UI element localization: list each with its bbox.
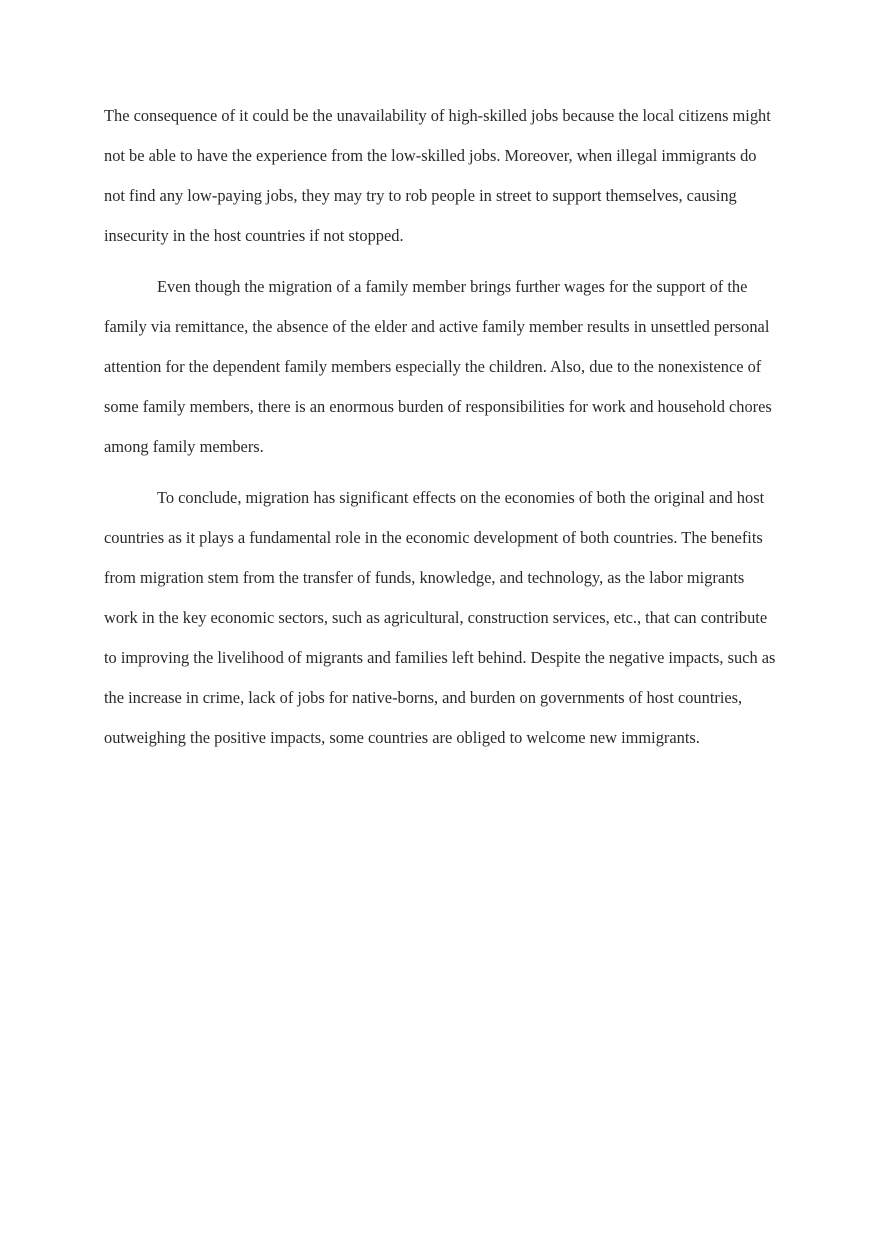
paragraph-continuation: The consequence of it could be the unavailability of high-skilled jobs because the local citizens might not be able to have the experience from the low-skilled jobs. Moreover, when illegal immigrants do not find any low-paying jobs, they may try to rob people in street to support themselves, causing insecurity in the host countries if not stopped. <box>104 106 771 245</box>
document-body <box>104 96 776 769</box>
paragraph-family-impact: Even though the migration of a family member brings further wages for the support of the family via remittance, the absence of the elder and active family member results in unsettled personal attention for the dependent family members especially the children. Also, due to the nonexistence of some family members, there is an enormous burden of responsibilities for work and household chores among family members. <box>104 277 772 456</box>
paragraph-conclusion: To conclude, migration has significant effects on the economies of both the original and host countries as it plays a fundamental role in the economic development of both countries. The benefits from migration stem from the transfer of funds, knowledge, and technology, as the labor migrants work in the key economic sectors, such as agricultural, construction services, etc., that can contribute to improving the livelihood of migrants and families left behind. Despite the negative impacts, such as the increase in crime, lack of jobs for native-borns, and burden on governments of host countries, outweighing the positive impacts, some countries are obliged to welcome new immigrants. <box>104 488 776 747</box>
